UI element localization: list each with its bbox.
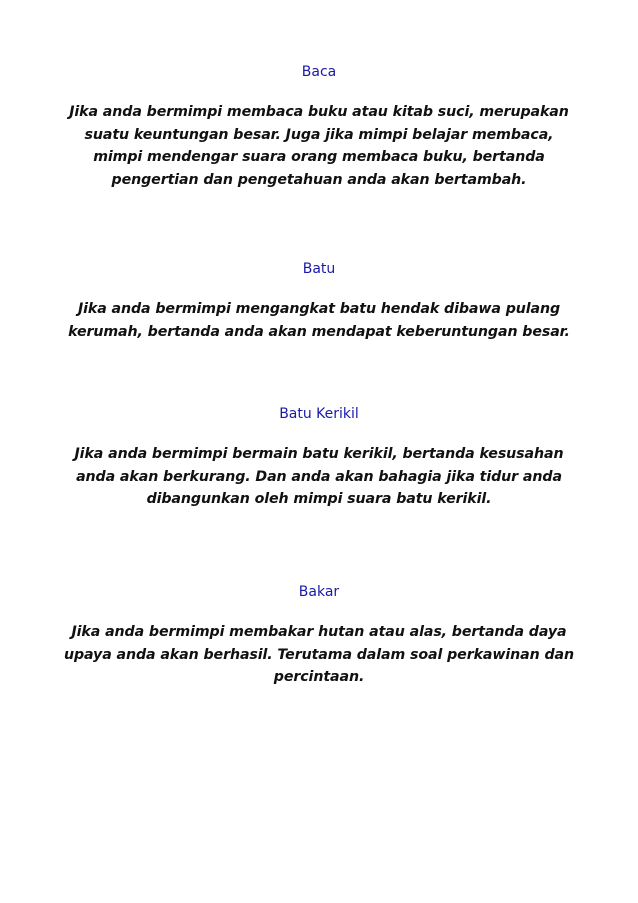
entry-heading: Batu (302, 261, 336, 277)
dream-entry-batu-kerikil (60, 405, 578, 511)
entry-heading: Baca (301, 64, 337, 80)
entry-text: Jika anda bermimpi bermain batu kerikil, bertanda kesusahan anda akan berkurang. Dan anda akan bahagia jika tidur anda dibangunkan oleh mimpi suara batu kerikil. (74, 446, 564, 507)
entry-heading: Bakar (298, 584, 340, 600)
entry-text: Jika anda bermimpi mengangkat batu hendak dibawa pulang kerumah, bertanda anda akan mendapat keberuntungan besar. (68, 301, 570, 340)
entry-text: Jika anda bermimpi membakar hutan atau alas, bertanda daya upaya anda akan berhasil. Terutama dalam soal perkawinan dan percintaan. (63, 624, 575, 685)
entry-heading: Batu Kerikil (279, 406, 359, 422)
dream-entry-bakar (60, 583, 578, 689)
entry-text: Jika anda bermimpi membaca buku atau kitab suci, merupakan suatu keuntungan besar. Juga jika mimpi belajar membaca, mimpi mendengar suara orang membaca buku, bertanda pengertian dan pengetahuan anda akan bertambah. (69, 104, 569, 188)
dream-entry-baca (60, 63, 578, 191)
dream-entry-batu (60, 260, 578, 343)
